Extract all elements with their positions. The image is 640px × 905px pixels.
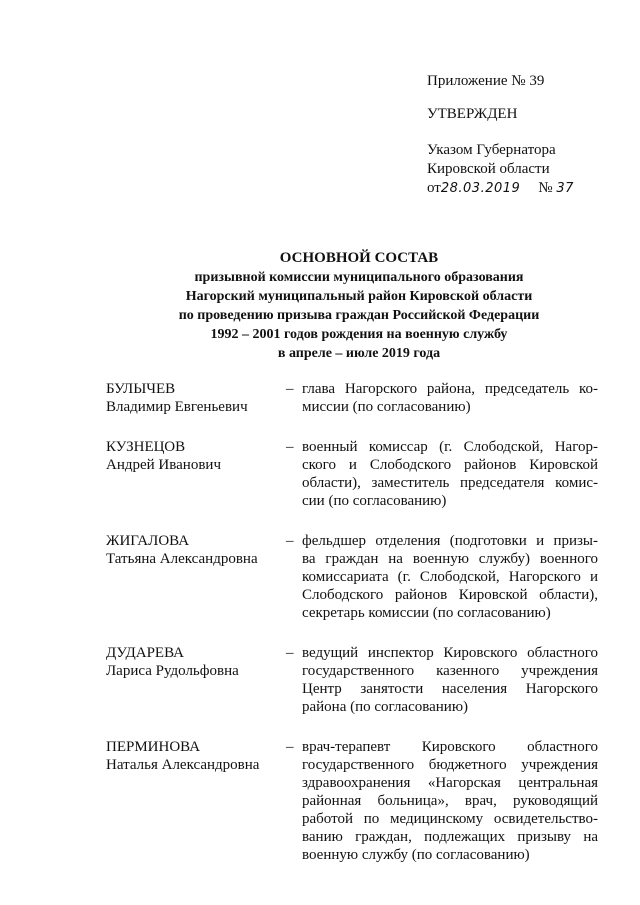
member-entry: [106, 644, 598, 716]
member-surname: ЖИГАЛОВА: [106, 533, 190, 549]
member-given-name: Наталья Александровна: [106, 757, 260, 773]
title-main: ОСНОВНОЙ СОСТАВ: [279, 250, 439, 266]
appendix-number: Приложение № 39: [427, 73, 545, 89]
member-given-name: Лариса Рудольфовна: [106, 663, 239, 679]
role-line: ского и Слободского районов Кировской: [302, 457, 598, 473]
role-line: врач-терапевт Кировского областного: [302, 739, 598, 755]
member-dash: –: [286, 381, 294, 397]
member-entry: [106, 532, 598, 622]
member-role: [302, 644, 598, 716]
handwritten-date: 28.03.2019: [440, 181, 521, 196]
handwritten-number: 37: [556, 181, 574, 196]
member-entry: [106, 380, 598, 416]
role-line: работой по медицинскому освидетельство-: [302, 811, 598, 827]
member-dash: –: [286, 533, 294, 549]
role-line: Слободского районов Кировской области),: [302, 587, 598, 603]
member-role: [302, 738, 598, 864]
document-title: [0, 248, 640, 363]
member-role: [302, 532, 598, 622]
decree-line-2: Кировской области: [427, 161, 550, 177]
member-given-name: Владимир Евгеньевич: [106, 399, 248, 415]
member-given-name: Андрей Иванович: [106, 457, 221, 473]
date-prefix: от: [427, 180, 441, 196]
role-line: фельдшер отделения (подготовки и призы-: [302, 533, 598, 549]
role-line: области), заместитель председателя комис-: [302, 475, 598, 491]
role-line: ванию граждан, подлежащих призыву на: [302, 829, 598, 845]
member-name: [106, 644, 286, 716]
number-prefix: №: [538, 180, 553, 196]
member-entry: [106, 438, 598, 510]
member-surname: ПЕРМИНОВА: [106, 739, 201, 755]
title-line: 1992 – 2001 годов рождения на военную службу: [210, 327, 508, 342]
member-surname: КУЗНЕЦОВ: [106, 439, 186, 455]
role-line: сии (по согласованию): [302, 493, 447, 509]
role-line: Центр занятости населения Нагорского: [302, 681, 598, 697]
role-line: ва граждан на военную службу) военного: [302, 551, 598, 567]
approval-block: [427, 72, 574, 198]
role-line: военную службу (по согласованию): [302, 847, 530, 863]
role-line: государственного бюджетного учреждения: [302, 757, 598, 773]
member-name: [106, 438, 286, 510]
member-name: [106, 532, 286, 622]
role-line: комиссариата (г. Слободской, Нагорского и: [302, 569, 598, 585]
member-surname: БУЛЫЧЕВ: [106, 381, 176, 397]
role-line: района (по согласованию): [302, 699, 469, 715]
role-line: ведущий инспектор Кировского областного: [302, 645, 598, 661]
role-line: районная больница», врач, руководящий: [302, 793, 598, 809]
role-line: глава Нагорского района, председатель ко-: [302, 381, 598, 397]
title-line: в апреле – июле 2019 года: [277, 346, 441, 361]
role-line: миссии (по согласованию): [302, 399, 471, 415]
decree-line-1: Указом Губернатора: [427, 142, 556, 158]
member-name: [106, 738, 286, 864]
role-line: секретарь комиссии (по согласованию): [302, 605, 551, 621]
decree-date-line: [427, 179, 574, 198]
title-line: Нагорский муниципальный район Кировской области: [185, 289, 533, 304]
member-dash: –: [286, 739, 294, 755]
member-surname: ДУДАРЕВА: [106, 645, 184, 661]
member-dash: –: [286, 645, 294, 661]
member-dash: –: [286, 439, 294, 455]
role-line: государственного казенного учреждения: [302, 663, 598, 679]
role-line: военный комиссар (г. Слободской, Нагор-: [302, 439, 598, 455]
member-entry: [106, 738, 598, 864]
title-line: по проведению призыва граждан Российской Федерации: [178, 308, 540, 323]
member-name: [106, 380, 286, 416]
member-role: [302, 380, 598, 416]
member-role: [302, 438, 598, 510]
approved-stamp-text: УТВЕРЖДЕН: [427, 106, 518, 122]
member-given-name: Татьяна Александровна: [106, 551, 258, 567]
members-list: [106, 380, 598, 886]
role-line: здравоохранения «Нагорская центральная: [302, 775, 598, 791]
title-line: призывной комиссии муниципального образования: [194, 270, 524, 285]
